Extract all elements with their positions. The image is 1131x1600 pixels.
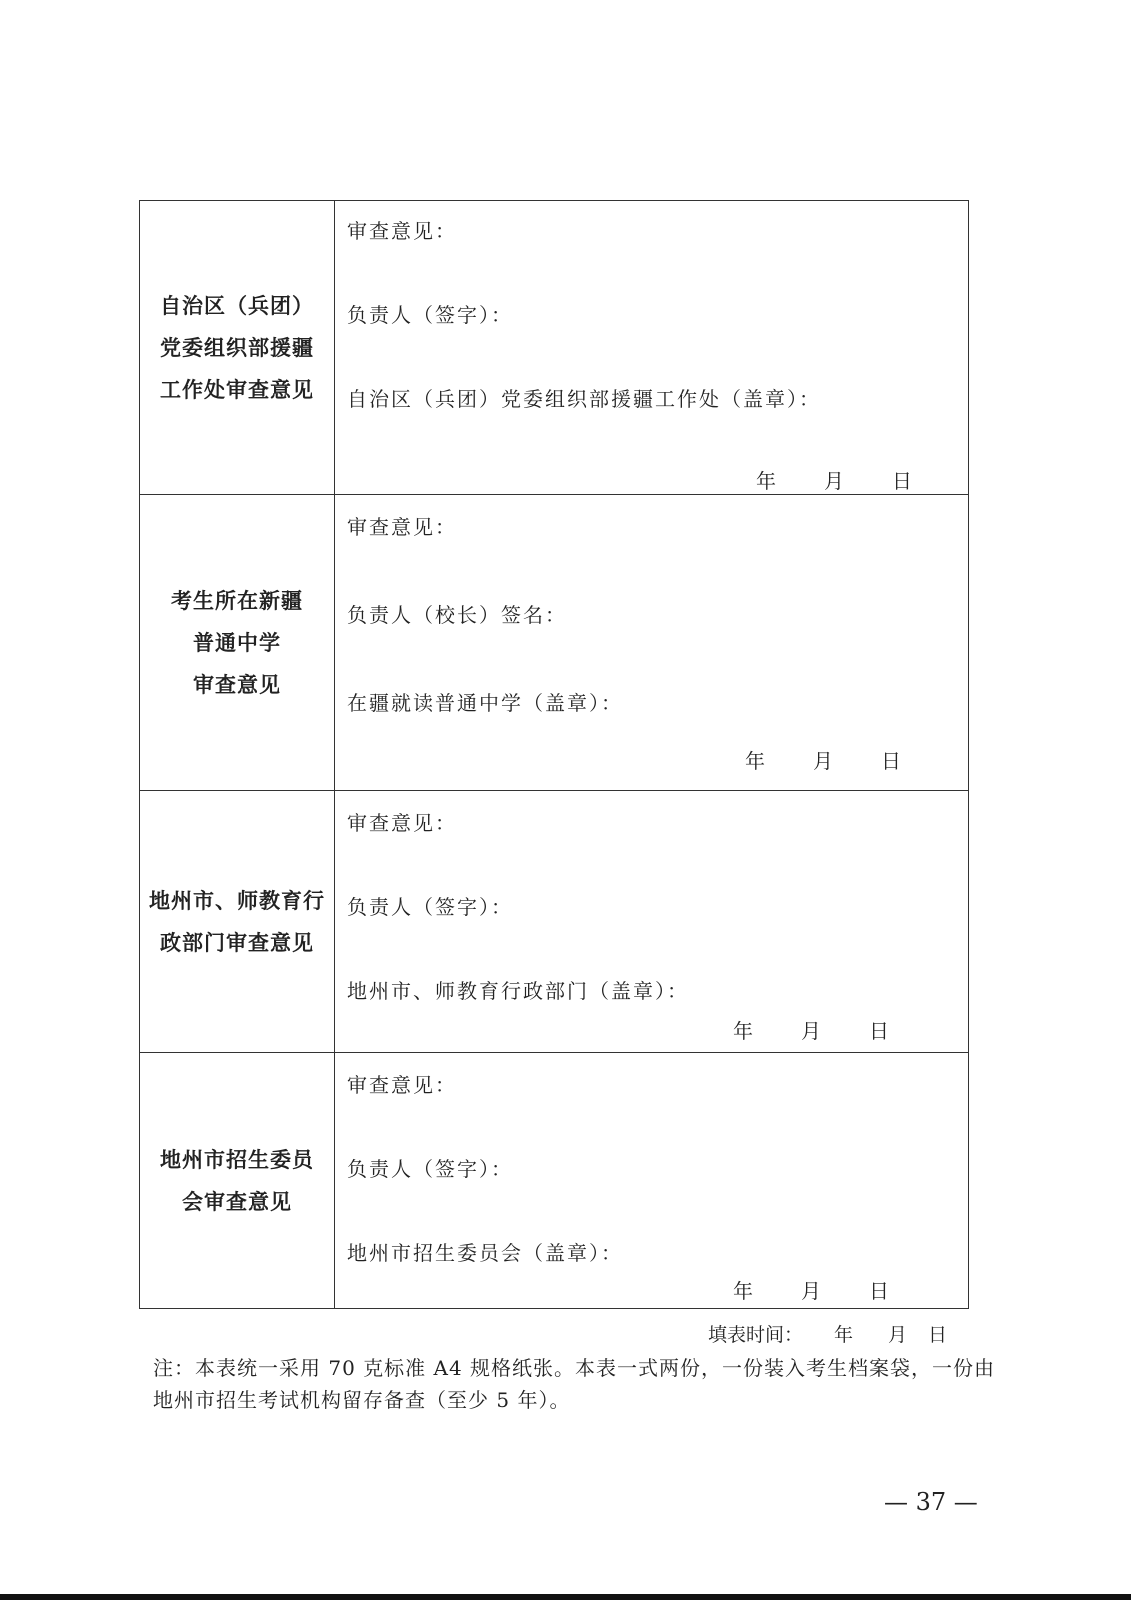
bottom-edge-bar <box>0 1594 1131 1600</box>
section-label-line: 政部门审查意见 <box>160 929 314 955</box>
section-label-line: 考生所在新疆 <box>171 587 303 613</box>
fill-time-month: 月 <box>888 1324 908 1346</box>
opinion-label: 审查意见： <box>347 811 457 835</box>
month-label: 月 <box>801 1279 821 1303</box>
page-number: — 37 — <box>884 1488 978 1516</box>
section-label-line: 地州市招生委员 <box>160 1146 314 1172</box>
section-label-line: 审查意见 <box>193 671 281 697</box>
section-label-line: 党委组织部援疆 <box>160 334 314 360</box>
section-label-2 <box>140 495 335 791</box>
footnote: 注：本表统一采用 70 克标准 A4 规格纸张。本表一式两份，一份装入考生档案袋，一份由地州市招生考试机构留存备查（至少 5 年）。 <box>153 1356 996 1412</box>
section-label-3 <box>140 791 335 1053</box>
year-label: 年 <box>756 469 776 493</box>
review-opinion-table <box>139 200 969 1309</box>
section-label-line: 会审查意见 <box>182 1188 292 1214</box>
section-row-2 <box>140 495 969 791</box>
section-row-1 <box>140 201 969 495</box>
fill-time-day: 日 <box>928 1324 948 1346</box>
section-label-line: 自治区（兵团） <box>160 292 314 318</box>
section-label-1 <box>140 201 335 495</box>
seal-label: 在疆就读普通中学（盖章）： <box>347 691 623 715</box>
opinion-label: 审查意见： <box>347 219 457 243</box>
seal-label: 自治区（兵团）党委组织部援疆工作处（盖章）： <box>347 387 821 411</box>
month-label: 月 <box>813 749 833 773</box>
day-label: 日 <box>881 749 901 773</box>
section-content-2[interactable] <box>335 495 969 791</box>
month-label: 月 <box>801 1019 821 1043</box>
year-label: 年 <box>733 1019 753 1043</box>
section-label-4 <box>140 1053 335 1309</box>
section-row-4 <box>140 1053 969 1309</box>
opinion-label: 审查意见： <box>347 1073 457 1097</box>
fill-time-year: 年 <box>834 1324 854 1346</box>
section-label-line: 普通中学 <box>193 629 281 655</box>
day-label: 日 <box>869 1019 889 1043</box>
responsible-signature-label: 负责人（校长）签名： <box>347 603 567 627</box>
day-label: 日 <box>892 469 912 493</box>
month-label: 月 <box>824 469 844 493</box>
section-content-4[interactable] <box>335 1053 969 1309</box>
responsible-signature-label: 负责人（签字）： <box>347 303 513 327</box>
section-label-line: 工作处审查意见 <box>160 376 314 402</box>
section-label-line: 地州市、师教育行 <box>149 887 325 913</box>
responsible-signature-label: 负责人（签字）： <box>347 1157 513 1181</box>
opinion-label: 审查意见： <box>347 515 457 539</box>
year-label: 年 <box>733 1279 753 1303</box>
seal-label: 地州市招生委员会（盖章）： <box>347 1241 623 1265</box>
seal-label: 地州市、师教育行政部门（盖章）： <box>347 979 689 1003</box>
fill-time-label: 填表时间： <box>708 1324 804 1346</box>
day-label: 日 <box>869 1279 889 1303</box>
section-content-1[interactable] <box>335 201 969 495</box>
year-label: 年 <box>745 749 765 773</box>
section-content-3[interactable] <box>335 791 969 1053</box>
responsible-signature-label: 负责人（签字）： <box>347 895 513 919</box>
section-row-3 <box>140 791 969 1053</box>
